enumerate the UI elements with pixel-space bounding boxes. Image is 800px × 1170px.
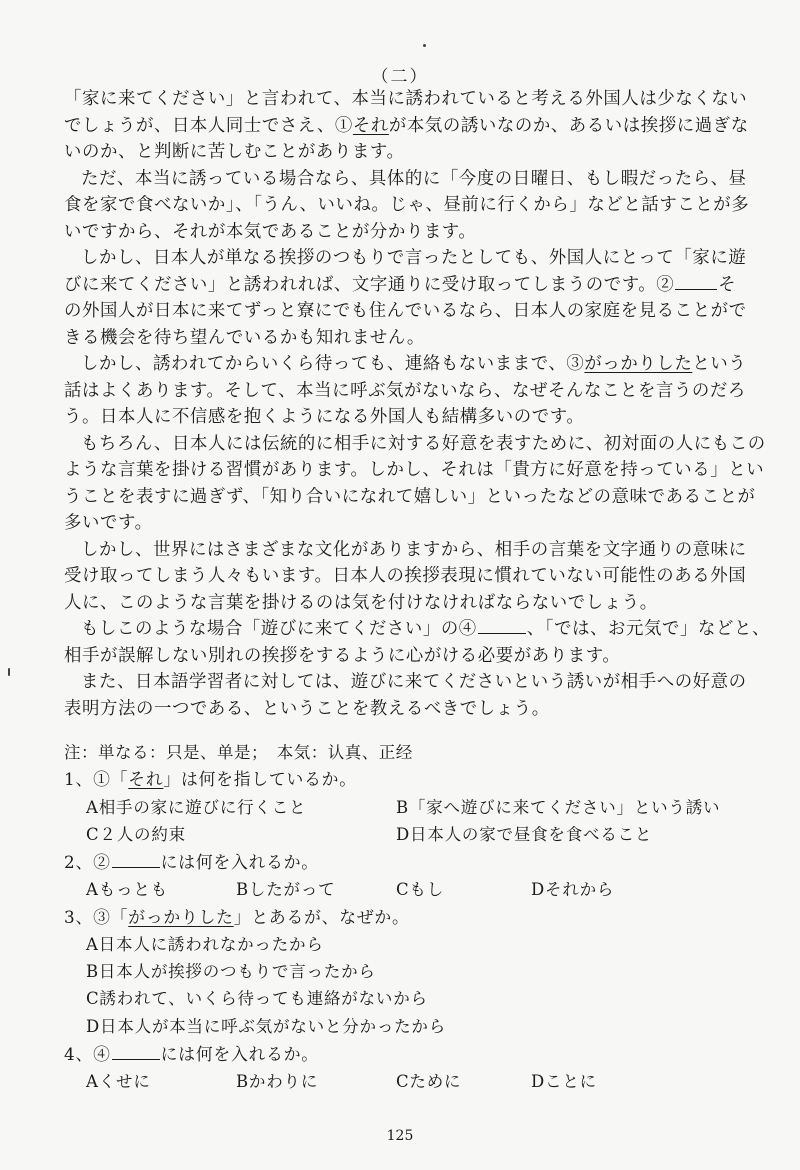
- text-segment: でしょうが、日本人同士でさえ、: [64, 115, 335, 136]
- text-line: うことを表すに過ぎず、「知り合いになれて嬉しい」といったなどの意味であることが: [64, 486, 756, 507]
- q1-option-a[interactable]: A相手の家に遊びに行くこと: [86, 798, 307, 817]
- text-line: う。日本人に不信感を抱くようになる外国人も結構多いのです。: [64, 407, 585, 427]
- text-line: いですから、それが本気であることが分かります。: [64, 221, 477, 242]
- paragraph-1: [0, 86, 800, 166]
- q4-option-b[interactable]: Bかわりに: [236, 1072, 319, 1091]
- marker-1: ①: [334, 115, 353, 136]
- text-line: ただ、本当に誘っている場合なら、具体的に「今度の日曜日、もし暇だったら、昼: [81, 168, 747, 189]
- q1-option-c[interactable]: C２人の約束: [86, 825, 186, 844]
- quote-open: 「: [110, 769, 129, 789]
- question-text: 」とあるが、なぜか。: [233, 907, 410, 927]
- question-text: には何を入れるか。: [160, 852, 319, 872]
- text-line: しかし、世界にはさまざまな文化がありますから、相手の言葉を文字通りの意味に: [81, 539, 747, 560]
- text-line: 食を家で食べないか」、「うん、いいね。じゃ、昼前に行くから」などと話すことが多: [64, 195, 750, 215]
- question-number: 3、: [64, 907, 94, 927]
- q2-option-b[interactable]: Bしたがって: [236, 880, 336, 899]
- underlined-term-1: それ: [352, 115, 389, 136]
- text-line: の外国人が日本に来てずっと寮にでも住んでいるなら、日本人の家庭を見ることがで: [64, 301, 747, 321]
- text-line: [64, 113, 800, 140]
- text-segment: が本気の誘いなのか、あるいは挨拶に過ぎな: [388, 115, 749, 136]
- text-line: 人に、このような言葉を掛けるのは気を付けなければならないでしょう。: [64, 592, 658, 613]
- marker-1: ①: [93, 769, 111, 789]
- marker-4: ④: [93, 1044, 111, 1064]
- text-line: ような言葉を掛ける習慣があります。しかし、それは「貴方に好意を持っている」とい: [64, 460, 765, 480]
- paragraph-4: [0, 351, 800, 431]
- underlined-term: それ: [128, 769, 164, 789]
- text-segment: そ: [718, 274, 737, 295]
- blank-2: [675, 273, 717, 290]
- q3-option-b[interactable]: B日本人が挨拶のつもりで言ったから: [86, 962, 376, 981]
- text-line: [64, 272, 800, 299]
- question-2: [64, 849, 319, 873]
- paragraph-2: [0, 166, 800, 246]
- q3-option-c[interactable]: C誘われて、いくら待っても連絡がないから: [86, 989, 428, 1008]
- q4-option-c[interactable]: Cために: [396, 1072, 462, 1091]
- q2-option-c[interactable]: Cもし: [396, 880, 445, 899]
- question-number: 1、: [64, 769, 94, 789]
- text-segment: という: [692, 354, 747, 374]
- question-number: 2、: [64, 852, 94, 872]
- blank-4: [478, 617, 526, 634]
- q1-option-b[interactable]: B「家へ遊びに来てください」という誘い: [396, 798, 721, 817]
- text-segment: びに来てください」と誘われれば、文字通りに受け取ってしまうのです。②: [64, 274, 675, 295]
- q2-option-a[interactable]: Aもっとも: [86, 880, 168, 899]
- marker-3: ③: [93, 907, 111, 927]
- q4-option-a[interactable]: Aくせに: [86, 1072, 151, 1091]
- q1-option-d[interactable]: D日本人の家で昼食を食べること: [396, 825, 653, 844]
- question-1: [64, 766, 357, 790]
- text-line: もちろん、日本人には伝統的に相手に対する好意を表すために、初対面の人にもこの: [81, 433, 766, 454]
- q3-option-d[interactable]: D日本人が本当に呼ぶ気がないと分かったから: [86, 1017, 447, 1036]
- paragraph-7: [0, 616, 800, 669]
- text-line: 多いです。: [64, 513, 153, 533]
- paragraph-3: [0, 245, 800, 351]
- paragraph-5: [0, 431, 800, 537]
- paragraph-6: [0, 537, 800, 617]
- marker-2: ②: [93, 852, 111, 872]
- text-segment: しかし、誘われてからいくら待っても、連絡もないままで、③: [81, 354, 585, 374]
- q2-option-d[interactable]: Dそれから: [531, 880, 615, 899]
- text-line: 表明方法の一つである、ということを教えるべきでしょう。: [64, 698, 550, 719]
- text-segment: 、「では、お元気で」などと、: [526, 619, 770, 639]
- q4-option-d[interactable]: Dことに: [531, 1072, 597, 1091]
- text-line: 受け取ってしまう人々もいます。日本人の挨拶表現に慣れていない可能性のある外国: [64, 566, 747, 586]
- text-line: [64, 616, 800, 643]
- underlined-term-3: がっかりした: [584, 354, 693, 374]
- question-3: [64, 904, 410, 928]
- page-number: 125: [386, 1128, 414, 1144]
- text-segment: もしこのような場合「遊びに来てください」の④: [81, 619, 477, 639]
- vocabulary-note: 注：単なる：只是、单是； 本気：认真、正经: [64, 743, 413, 762]
- section-title: （二）: [371, 67, 429, 87]
- underlined-term: がっかりした: [128, 907, 234, 927]
- text-line: きる機会を待ち望んでいるかも知れません。: [64, 327, 425, 348]
- answer-blank: [112, 1043, 160, 1060]
- quote-open: 「: [110, 907, 129, 927]
- text-line: また、日本語学習者に対しては、遊びに来てくださいという誘いが相手への好意の: [81, 672, 747, 692]
- text-line: 話はよくあります。そして、本当に呼ぶ気がないなら、なぜそんなことを言うのだろ: [64, 380, 746, 401]
- answer-blank: [112, 851, 160, 868]
- question-text: には何を入れるか。: [160, 1044, 319, 1064]
- paragraph-8: [0, 669, 800, 722]
- text-line: しかし、日本人が単なる挨拶のつもりで言ったとしても、外国人にとって「家に遊: [81, 248, 747, 268]
- scan-speck: [423, 44, 426, 47]
- q3-option-a[interactable]: A日本人に誘われなかったから: [86, 935, 324, 954]
- text-line: 「家に来てください」と言われて、本当に誘われていると考える外国人は少なくない: [64, 89, 748, 109]
- question-number: 4、: [64, 1044, 94, 1064]
- reading-passage: [0, 86, 800, 722]
- text-line: [64, 351, 800, 378]
- text-line: いのか、と判断に苦しむことがあります。: [64, 142, 405, 162]
- question-text: 」は何を指しているか。: [163, 769, 357, 789]
- question-4: [64, 1041, 319, 1065]
- text-line: 相手が誤解しない別れの挨拶をするように心がける必要があります。: [64, 645, 621, 666]
